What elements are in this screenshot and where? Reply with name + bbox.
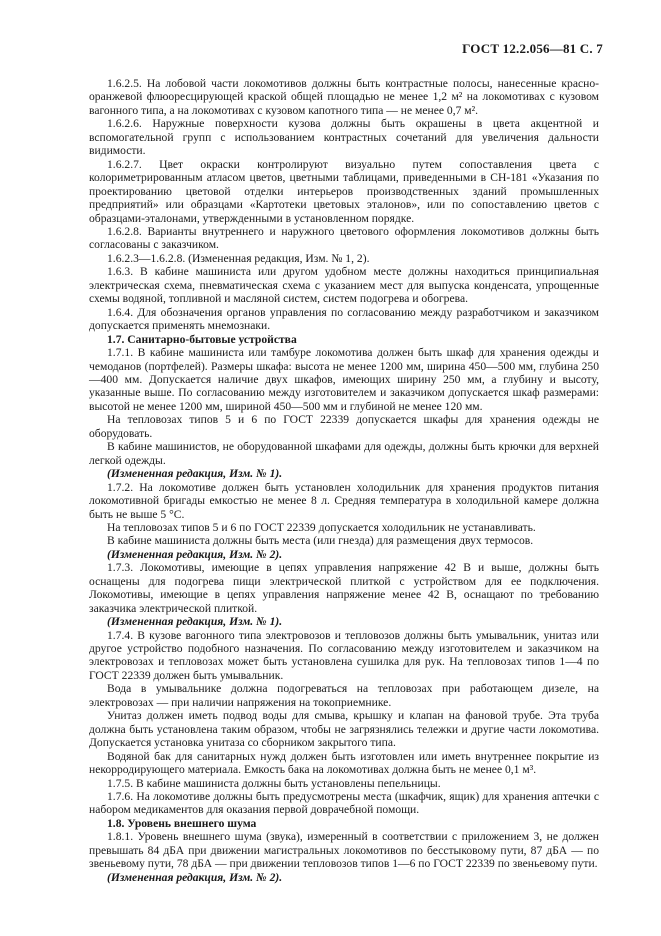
paragraph: 1.7.1. В кабине машиниста или тамбуре локомотива должен быть шкаф для хранения одежды и чемоданов (портфелей). Размеры шкафа: высота не менее 1200 мм, ширина 450—500 мм, глубина 250—400 мм. Допускается наличие двух шкафов, имеющих ширину 250 мм, а глубину и высоту, указанные выше. По согласованию между изготовителем и заказчиком допускается шкаф размерами: высотой не менее 1200 мм, шириной 450—500 мм и глубиной не менее 120 мм. bbox=[89, 346, 599, 413]
paragraph: 1.6.2.3—1.6.2.8. (Измененная редакция, Изм. № 1, 2). bbox=[107, 251, 370, 265]
section-heading: 1.7. Санитарно-бытовые устройства bbox=[107, 332, 297, 346]
paragraph: 1.6.4. Для обозначения органов управления по согласованию между разработчиком и заказчиком допускается применять мнемознаки. bbox=[89, 305, 599, 333]
paragraph: 1.6.3. В кабине машиниста или другом удобном месте должны находиться принципиальная электрическая схема, пневматическая схема с указанием мест для выпуска конденсата, упрощенные схемы водяной, топливной и масляной систем, систем подогрева и обогрева. bbox=[89, 265, 599, 306]
paragraph: 1.8.1. Уровень внешнего шума (звука), измеренный в соответствии с приложением 3, не должен превышать 84 дБА при движении магистральных локомотивов по бесстыковому пути, 87 дБА — по звеньевому пути, 78 дБА — при движении тепловозов типов 1—6 по ГОСТ 22339 по звеньевому пути. bbox=[89, 830, 599, 871]
paragraph: Водяной бак для санитарных нужд должен быть изготовлен или иметь внутреннее покрытие из некорродирующего материала. Емкость бака на локомотивах должна быть не менее 0,1 м³. bbox=[89, 749, 599, 777]
paragraph: Вода в умывальнике должна подогреваться на тепловозах при работающем дизеле, на электровозах — при наличии напряжения на токоприемнике. bbox=[89, 682, 599, 709]
paragraph: В кабине машиниста должны быть места (или гнезда) для размещения двух термосов. bbox=[107, 534, 534, 548]
revision-note: (Измененная редакция, Изм. № 2). bbox=[107, 547, 283, 561]
paragraph: 1.7.4. В кузове вагонного типа электровозов и тепловозов должны быть умывальник, унитаз или другое устройство подобного назначения. По согласованию между изготовителем и заказчиком на электровозах и тепловозах может быть установлена сушилка для рук. На тепловозах типов 1—4 по ГОСТ 22339 должен быть умывальник. bbox=[89, 628, 599, 682]
revision-note: (Измененная редакция, Изм. № 1). bbox=[107, 467, 283, 481]
paragraph: На тепловозах типов 5 и 6 по ГОСТ 22339 допускается холодильник не устанавливать. bbox=[107, 520, 536, 534]
paragraph: 1.7.5. В кабине машиниста должны быть установлены пепельницы. bbox=[107, 776, 441, 790]
paragraph: Унитаз должен иметь подвод воды для смыва, крышку и клапан на фановой трубе. Эта труба должна быть установлена таким образом, чтобы не загрязнялись тележки и другие части локомотива. Допускается установка унитаза со сборником закрытого типа. bbox=[89, 709, 599, 750]
revision-note: (Измененная редакция, Изм. № 1). bbox=[107, 615, 283, 629]
paragraph: На тепловозах типов 5 и 6 по ГОСТ 22339 допускается шкафы для хранения одежды не оборудовать. bbox=[89, 413, 599, 440]
revision-note: (Измененная редакция, Изм. № 2). bbox=[107, 870, 283, 884]
paragraph: В кабине машинистов, не оборудованной шкафами для одежды, должны быть крючки для верхней легкой одежды. bbox=[89, 440, 599, 467]
document-body bbox=[89, 77, 599, 884]
paragraph: 1.7.2. На локомотиве должен быть установлен холодильник для хранения продуктов питания локомотивной бригады емкостью не менее 8 л. Средняя температура в холодильной камере должна быть не выше 5 °С. bbox=[89, 480, 599, 521]
paragraph: 1.6.2.5. На лобовой части локомотивов должны быть контрастные полосы, нанесенные красно-оранжевой флюоресцирующей краской общей площадью не менее 1,2 м² на локомотивах с кузовом вагонного типа, а на локомотивах с кузовом капотного типа — не менее 0,7 м². bbox=[89, 77, 599, 117]
paragraph: 1.7.6. На локомотиве должны быть предусмотрены места (шкафчик, ящик) для хранения аптечки с набором медикаментов для оказания первой доврачебной помощи. bbox=[89, 790, 599, 817]
paragraph: 1.6.2.8. Варианты внутреннего и наружного цветового оформления локомотивов должны быть согласованы с заказчиком. bbox=[89, 224, 599, 252]
paragraph: 1.7.3. Локомотивы, имеющие в цепях управления напряжение 42 В и выше, должны быть оснащены для подогрева пищи электрической плиткой с устройством для ее подключения. Локомотивы, имеющие в цепях управления напряжение менее 42 В, оснащают по требованию заказчика электрической плиткой. bbox=[89, 561, 599, 615]
paragraph: 1.6.2.6. Наружные поверхности кузова должны быть окрашены в цвета акцентной и вспомогательной групп с использованием контрастных сочетаний для увеличения дальности видимости. bbox=[89, 117, 599, 158]
section-heading: 1.8. Уровень внешнего шума bbox=[107, 816, 257, 830]
page-header: ГОСТ 12.2.056—81 С. 7 bbox=[462, 41, 603, 56]
paragraph: 1.6.2.7. Цвет окраски контролируют визуально путем сопоставления цвета с колориметрированным атласом цветов, цветными таблицами, приведенными в СН-181 «Указания по проектированию цветовой отделки интерьеров производственных зданий промышленных предприятий» или образцами «Картотеки цветовых эталонов», или по сопоставлению цветов с образцами-эталонами, утвержденными в установленном порядке. bbox=[89, 157, 599, 225]
